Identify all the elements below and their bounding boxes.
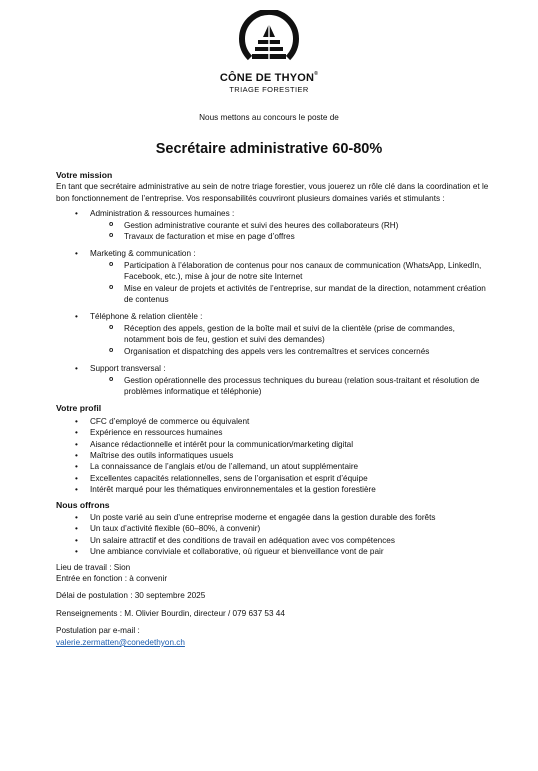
list-item: • Intérêt marqué pour les thématiques environnementales et la gestion forestière — [56, 484, 492, 495]
list-item: • Un poste varié au sein d’une entreprise moderne et engagée dans la gestion durable des forêts — [56, 512, 492, 523]
domain-label: Administration & ressources humaines : — [90, 209, 235, 219]
offer-heading: Nous offrons — [56, 499, 110, 510]
list-item: • Aisance rédactionnelle et intérêt pour la communication/marketing digital — [56, 439, 492, 450]
company-name: CÔNE DE THYON® — [219, 71, 319, 84]
start-date: Entrée en fonction : à convenir — [56, 574, 168, 583]
intro-text: Nous mettons au concours le poste de — [199, 113, 339, 122]
posting-body — [56, 170, 492, 648]
domain-item — [56, 311, 492, 357]
domain-subitem: o Gestion administrative courante et suivi des heures des collaborateurs (RH) — [90, 220, 492, 231]
profile-list — [56, 416, 492, 496]
cone-de-thyon-logo — [236, 10, 302, 72]
list-item: • CFC d’employé de commerce ou équivalent — [56, 416, 492, 427]
domain-subitem: o Organisation et dispatching des appels vers les contremaîtres et services concernés — [90, 346, 492, 357]
profile-heading: Votre profil — [56, 403, 102, 414]
offer-list — [56, 512, 492, 558]
mission-heading: Votre mission — [56, 170, 113, 180]
domain-item — [56, 363, 492, 397]
work-location: Lieu de travail : Sion — [56, 562, 131, 572]
list-item: • Une ambiance conviviale et collaborative, où rigueur et bienveillance vont de pair — [56, 546, 492, 557]
list-item: • La connaissance de l’anglais et/ou de l’allemand, un atout supplémentaire — [56, 461, 492, 472]
apply-email-link[interactable]: valerie.zermatten@conedethyon.ch — [56, 637, 185, 647]
list-item: • Un taux d’activité flexible (60–80%, à convenir) — [56, 523, 492, 534]
mission-domains — [56, 208, 492, 397]
domain-label: Téléphone & relation clientèle : — [90, 312, 203, 322]
list-item: • Expérience en ressources humaines — [56, 427, 492, 438]
application-deadline: Délai de postulation : 30 septembre 2025 — [56, 591, 206, 601]
list-item: • Maîtrise des outils informatiques usuels — [56, 450, 492, 461]
domain-subitem: o Travaux de facturation et mise en page d’offres — [90, 231, 492, 242]
domain-subitem: o Gestion opérationnelle des processus techniques du bureau (relation sous-traitant et résolution de problèmes informatique et téléphonie) — [90, 375, 492, 398]
job-title: Secrétaire administrative 60-80% — [155, 141, 383, 157]
company-subtitle: TRIAGE FORESTIER — [229, 85, 309, 94]
contact-info: Renseignements : M. Olivier Bourdin, directeur / 079 637 53 44 — [56, 608, 285, 618]
domain-item — [56, 248, 492, 305]
apply-label: Postulation par e-mail : — [56, 626, 140, 636]
domain-subitem: o Mise en valeur de projets et activités de l’entreprise, sur mandat de la direction, notamment création de contenus — [90, 283, 492, 306]
domain-item — [56, 208, 492, 242]
domain-subitem: o Participation à l’élaboration de contenus pour nos canaux de communication (WhatsApp, LinkedIn, Facebook, etc.), mise à jour de notre site Internet — [90, 260, 492, 283]
domain-label: Marketing & communication : — [90, 249, 196, 259]
domain-subitem: o Réception des appels, gestion de la boîte mail et suivi de la clientèle (prise de commandes, notamment bois de feu, gestion et suivi des demandes) — [90, 323, 492, 346]
list-item: • Excellentes capacités relationnelles, sens de l’organisation et esprit d’équipe — [56, 473, 492, 484]
domain-label: Support transversal : — [90, 364, 166, 374]
mission-text: En tant que secrétaire administrative au sein de notre triage forestier, vous jouerez un rôle clé dans la coordination et le bon fonctionnement de l’entreprise. Vos responsabilités couvriront plusieurs domaines variés et stimulants : — [56, 182, 489, 203]
list-item: • Un salaire attractif et des conditions de travail en adéquation avec vos compétences — [56, 535, 492, 546]
